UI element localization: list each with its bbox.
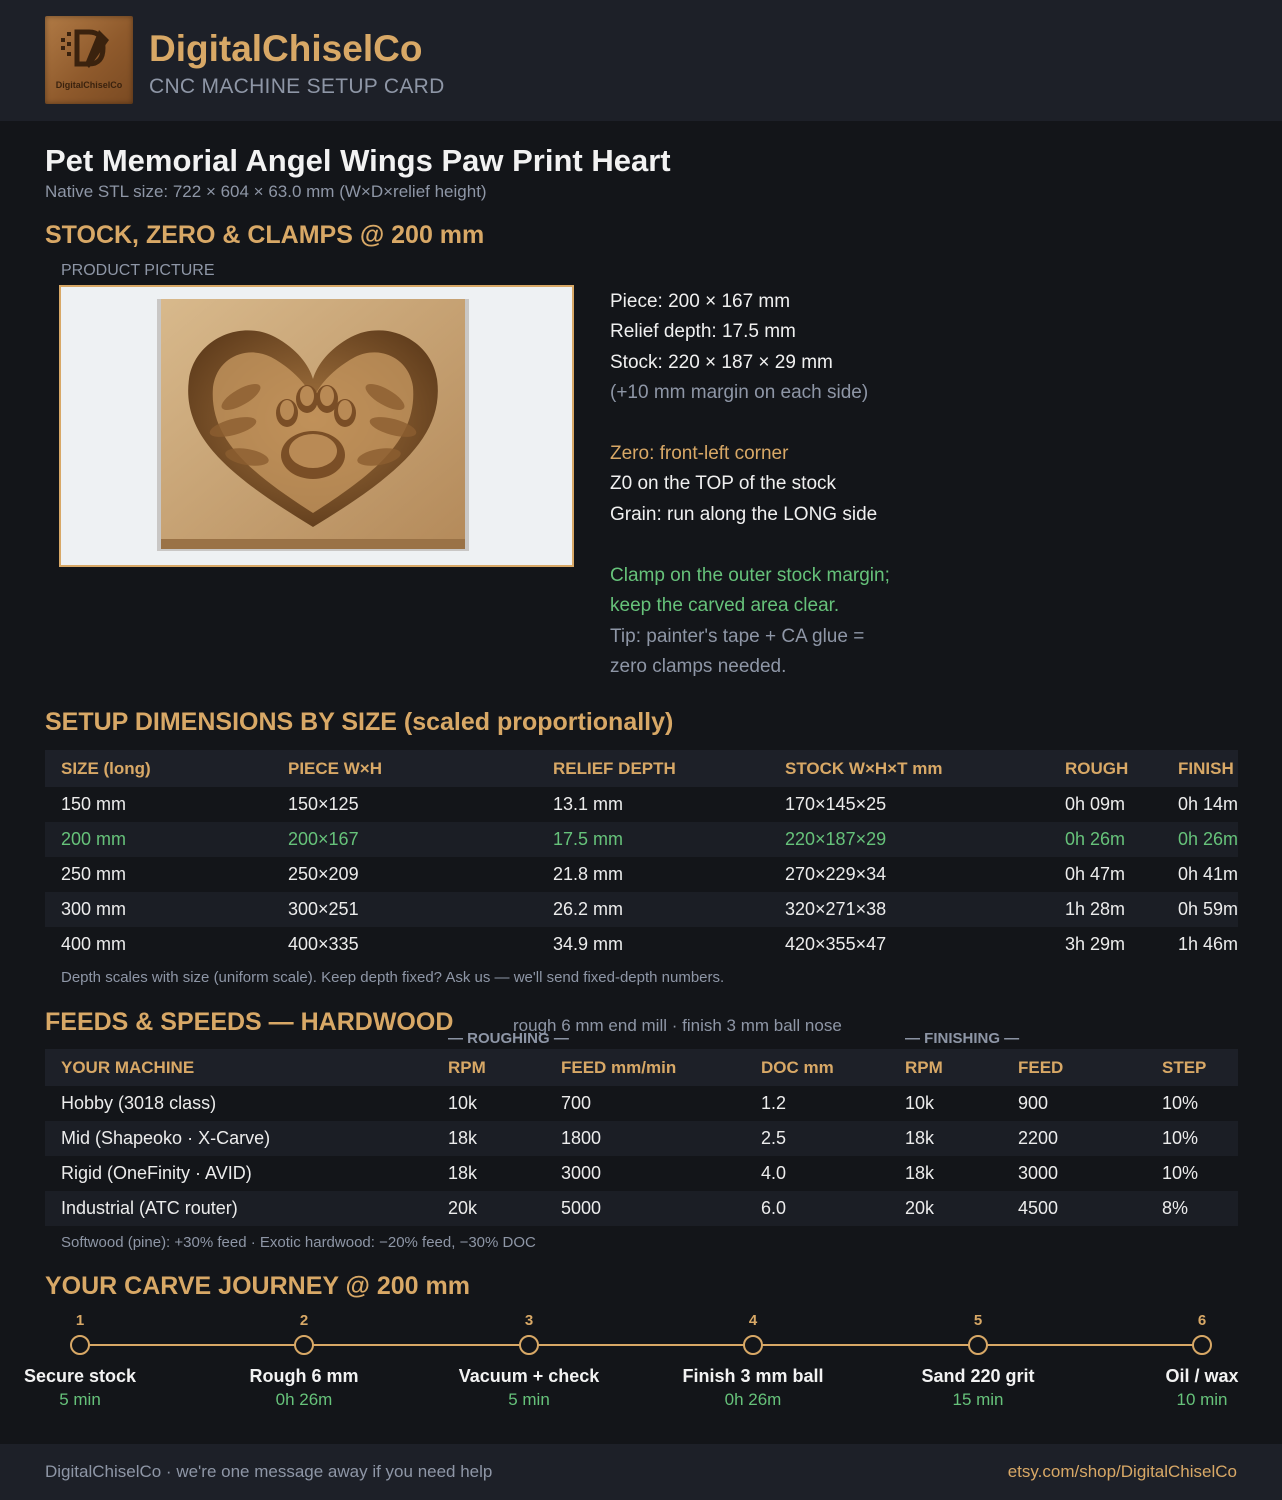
cell-rough: 1h 28m [1065, 899, 1126, 919]
shop-link[interactable]: etsy.com/shop/DigitalChiselCo [1007, 1462, 1237, 1481]
step-marker [519, 1335, 539, 1355]
step-marker [70, 1335, 90, 1355]
step-marker [743, 1335, 763, 1355]
product-picture [59, 285, 574, 567]
step-number: 6 [1197, 1312, 1207, 1329]
cell-stock: 170×145×25 [785, 794, 887, 814]
cell-stock: 320×271×38 [785, 899, 887, 919]
cell-finish: 0h 59m [1178, 899, 1239, 919]
timeline-line [80, 1344, 1202, 1346]
native-size: Native STL size: 722 × 604 × 63.0 mm (W×D×relief height) [45, 182, 487, 201]
step-number: 4 [748, 1312, 758, 1329]
step-marker [968, 1335, 988, 1355]
cell-finish-feed: 4500 [1018, 1198, 1059, 1218]
cell-finish-rpm: 20k [905, 1198, 935, 1218]
header-bar [0, 0, 1282, 121]
cell-finish-rpm: 18k [905, 1128, 935, 1148]
cell-finish-feed: 3000 [1018, 1163, 1059, 1183]
table-row [45, 1086, 1238, 1121]
step-label: Vacuum + check [458, 1366, 600, 1386]
step-time: 5 min [59, 1390, 101, 1409]
table-row [45, 787, 1238, 822]
step-number: 1 [75, 1312, 85, 1329]
cell-rough-rpm: 20k [448, 1198, 478, 1218]
cell-size: 400 mm [61, 934, 127, 954]
col-header-rough-rpm: RPM [448, 1058, 486, 1077]
cell-finish: 0h 26m [1178, 829, 1239, 849]
col-header-size: SIZE (long) [61, 759, 151, 778]
col-header-rough: ROUGH [1065, 759, 1129, 778]
card-subtitle: CNC MACHINE SETUP CARD [149, 75, 445, 98]
cell-piece: 300×251 [288, 899, 359, 919]
cell-size: 150 mm [61, 794, 127, 814]
cell-machine: Hobby (3018 class) [61, 1093, 217, 1113]
col-header-stock: STOCK W×H×T mm [785, 759, 943, 778]
cell-step: 10% [1162, 1163, 1199, 1183]
roughing-group-label: — ROUGHING — [448, 1030, 569, 1047]
step-label: Secure stock [23, 1366, 137, 1386]
cell-finish-feed: 900 [1018, 1093, 1049, 1113]
stock-margin-note: (+10 mm margin on each side) [610, 382, 869, 403]
col-header-finish-feed: FEED [1018, 1058, 1064, 1077]
step-number: 5 [973, 1312, 983, 1329]
cell-machine: Industrial (ATC router) [61, 1198, 238, 1218]
cell-doc: 2.5 [761, 1128, 787, 1148]
step-time: 5 min [508, 1390, 550, 1409]
cell-relief: 21.8 mm [553, 864, 624, 884]
cell-doc: 4.0 [761, 1163, 787, 1183]
cell-doc: 1.2 [761, 1093, 787, 1113]
cell-piece: 200×167 [288, 829, 359, 849]
cell-stock: 420×355×47 [785, 934, 887, 954]
piece-size: Piece: 200 × 167 mm [610, 291, 791, 312]
cell-step: 10% [1162, 1128, 1199, 1148]
clamp-note-2: keep the carved area clear. [610, 595, 840, 616]
table-row [45, 1156, 1238, 1191]
cell-size: 300 mm [61, 899, 127, 919]
cell-relief: 13.1 mm [553, 794, 624, 814]
feeds-heading: FEEDS & SPEEDS — HARDWOOD [45, 1008, 454, 1036]
col-header-rough-feed: FEED mm/min [561, 1058, 677, 1077]
col-header-finish: FINISH [1178, 759, 1234, 778]
cell-stock: 270×229×34 [785, 864, 887, 884]
dimensions-table [45, 750, 1238, 962]
stock-size: Stock: 220 × 187 × 29 mm [610, 352, 833, 373]
step-number: 3 [524, 1312, 534, 1329]
cell-rough: 3h 29m [1065, 934, 1126, 954]
cell-piece: 250×209 [288, 864, 359, 884]
cell-relief: 26.2 mm [553, 899, 624, 919]
journey-heading: YOUR CARVE JOURNEY @ 200 mm [45, 1272, 470, 1300]
dimensions-note: Depth scales with size (uniform scale). Keep depth fixed? Ask us — we'll send fixed-depth numbers. [61, 969, 725, 986]
cell-rough: 0h 09m [1065, 794, 1126, 814]
tip-note-1: Tip: painter's tape + CA glue = [610, 626, 865, 647]
footer-bar [0, 1444, 1282, 1500]
heart-wings-carving-image [61, 287, 573, 566]
step-number: 2 [299, 1312, 309, 1329]
logo-caption: DigitalChiselCo [55, 80, 123, 90]
col-header-finish-rpm: RPM [905, 1058, 943, 1077]
cell-rough-feed: 3000 [561, 1163, 602, 1183]
cell-rough: 0h 26m [1065, 829, 1126, 849]
cell-rough-rpm: 10k [448, 1093, 478, 1113]
step-time: 0h 26m [275, 1390, 333, 1409]
step-time: 0h 26m [724, 1390, 782, 1409]
brand-name: DigitalChiselCo [149, 28, 423, 69]
cell-machine: Mid (Shapeoko · X-Carve) [61, 1128, 271, 1148]
col-header-relief: RELIEF DEPTH [553, 759, 676, 778]
col-header-machine: YOUR MACHINE [61, 1058, 195, 1077]
brand-logo [45, 16, 133, 104]
product-picture-label: PRODUCT PICTURE [61, 262, 215, 279]
table-row-selected-size [45, 822, 1238, 857]
col-header-piece: PIECE W×H [288, 759, 382, 778]
product-title: Pet Memorial Angel Wings Paw Print Heart [45, 143, 671, 178]
z0-note: Z0 on the TOP of the stock [610, 473, 837, 494]
col-header-step: STEP [1162, 1058, 1207, 1077]
cell-piece: 150×125 [288, 794, 359, 814]
table-row [45, 927, 1238, 962]
step-label: Sand 220 grit [921, 1366, 1035, 1386]
cell-rough: 0h 47m [1065, 864, 1126, 884]
relief-depth: Relief depth: 17.5 mm [610, 321, 796, 342]
table-row [45, 892, 1238, 927]
cell-piece: 400×335 [288, 934, 359, 954]
cell-doc: 6.0 [761, 1198, 787, 1218]
cell-size: 250 mm [61, 864, 127, 884]
cell-rough-feed: 700 [561, 1093, 592, 1113]
dimensions-heading: SETUP DIMENSIONS BY SIZE (scaled proportionally) [45, 708, 674, 736]
cell-rough-feed: 1800 [561, 1128, 602, 1148]
footer-contact-text: DigitalChiselCo · we're one message away if you need help [45, 1462, 493, 1481]
col-header-doc: DOC mm [761, 1058, 834, 1077]
step-label: Finish 3 mm ball [682, 1366, 824, 1386]
stock-section-heading: STOCK, ZERO & CLAMPS @ 200 mm [45, 221, 485, 249]
finishing-group-label: — FINISHING — [905, 1030, 1020, 1047]
cell-step: 8% [1162, 1198, 1189, 1218]
chisel-logo-icon [59, 24, 119, 84]
step-marker [294, 1335, 314, 1355]
cell-finish: 1h 46m [1178, 934, 1239, 954]
table-row [45, 1191, 1238, 1226]
cell-relief: 17.5 mm [553, 829, 624, 849]
step-label: Oil / wax [1165, 1366, 1239, 1386]
cell-finish: 0h 14m [1178, 794, 1239, 814]
cell-finish-feed: 2200 [1018, 1128, 1059, 1148]
step-time: 15 min [952, 1390, 1004, 1409]
table-row [45, 1121, 1238, 1156]
clamp-note-1: Clamp on the outer stock margin; [610, 565, 890, 586]
table-row [45, 857, 1238, 892]
cell-finish: 0h 41m [1178, 864, 1239, 884]
feeds-tooling-note: rough 6 mm end mill · finish 3 mm ball nose [513, 1016, 842, 1035]
feeds-header-row [45, 1049, 1238, 1086]
cell-rough-rpm: 18k [448, 1128, 478, 1148]
cell-machine: Rigid (OneFinity · AVID) [61, 1163, 252, 1183]
feeds-table [45, 1049, 1238, 1226]
tip-note-2: zero clamps needed. [610, 656, 787, 677]
cell-step: 10% [1162, 1093, 1199, 1113]
step-marker [1192, 1335, 1212, 1355]
grain-note: Grain: run along the LONG side [610, 504, 878, 525]
cell-finish-rpm: 10k [905, 1093, 935, 1113]
cell-rough-feed: 5000 [561, 1198, 602, 1218]
cell-size: 200 mm [61, 829, 127, 849]
cell-finish-rpm: 18k [905, 1163, 935, 1183]
cell-stock: 220×187×29 [785, 829, 887, 849]
zero-position: Zero: front-left corner [610, 443, 789, 464]
cell-rough-rpm: 18k [448, 1163, 478, 1183]
step-time: 10 min [1176, 1390, 1228, 1409]
step-label: Rough 6 mm [249, 1366, 359, 1386]
dimensions-header-row [45, 750, 1238, 787]
cell-relief: 34.9 mm [553, 934, 624, 954]
feeds-note: Softwood (pine): +30% feed · Exotic hardwood: −20% feed, −30% DOC [61, 1234, 536, 1251]
